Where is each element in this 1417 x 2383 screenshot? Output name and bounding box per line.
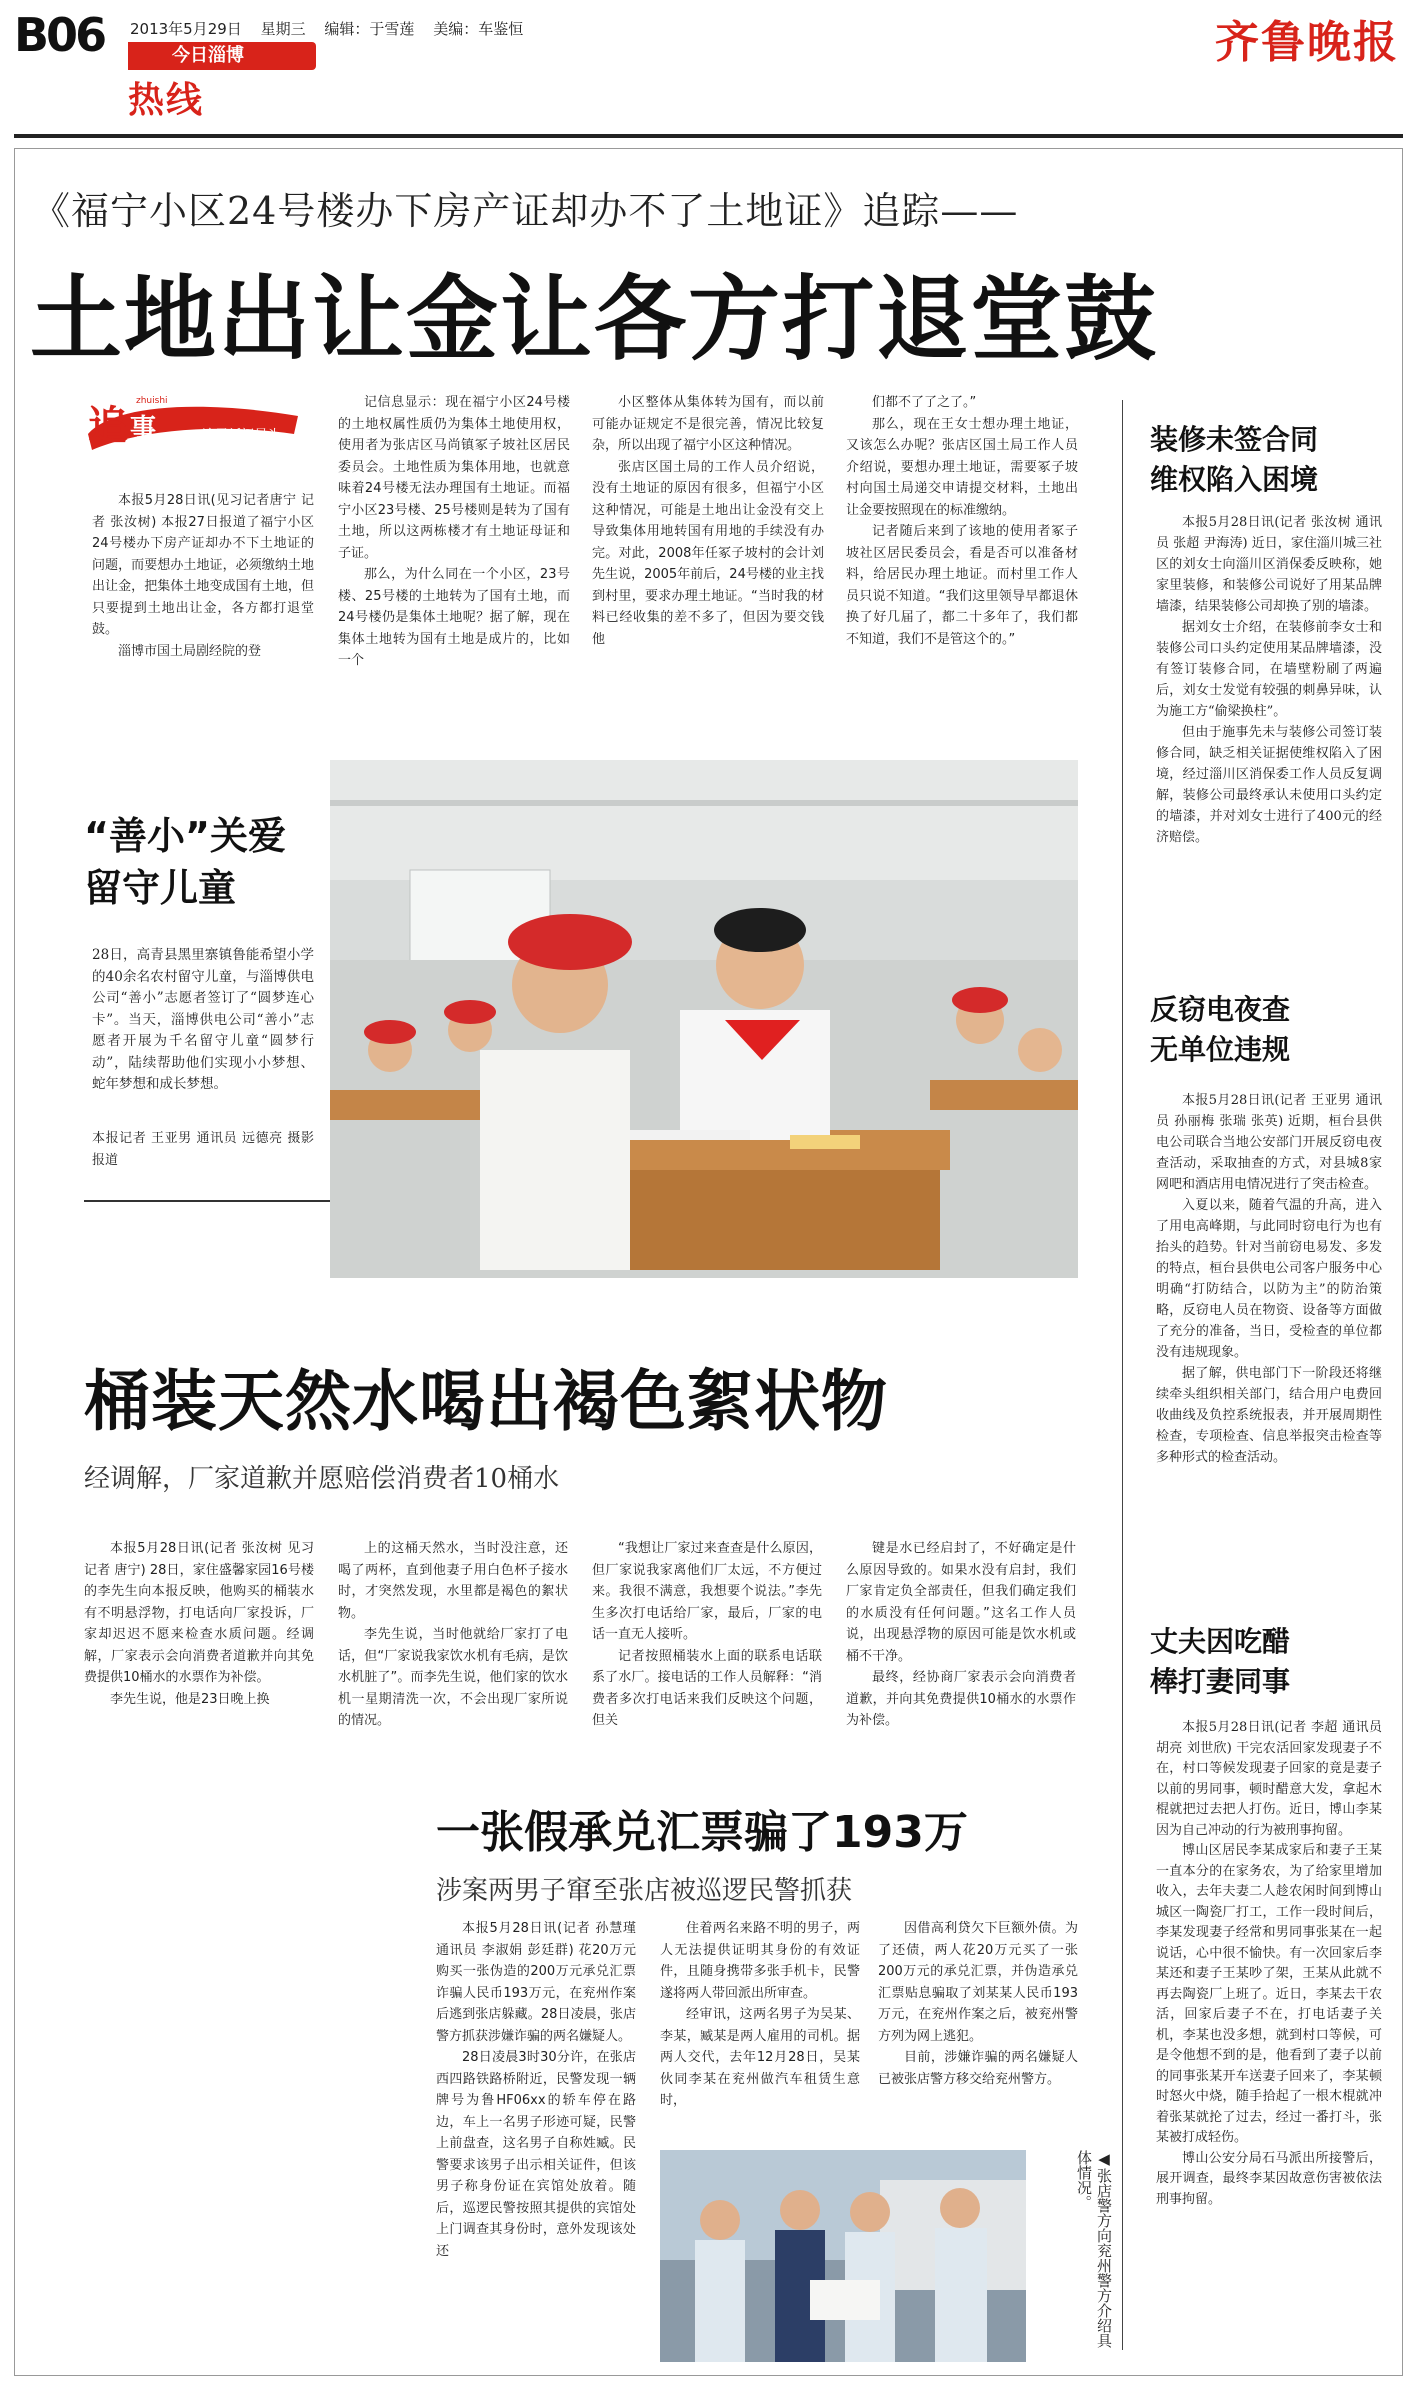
- classroom-photo: [330, 760, 1078, 1278]
- paragraph: 记者按照桶装水上面的联系电话联系了水厂。接电话的工作人员解释：“消费者多次打电话来我们反映这个问题，但关: [592, 1648, 822, 1728]
- right-story-1-body: [1156, 512, 1382, 972]
- right-story-3-title-line-2: 棒打妻同事: [1150, 1665, 1291, 1698]
- paragraph: 记信息显示：现在福宁小区24号楼的土地权属性质仍为集体土地使用权，使用者为张店区马尚镇冢子坡社区居民委员会。土地性质为集体用地，也就意味着24号楼无法办理国有土地证。而福宁小区23号楼、25号楼则是转为了国有土地，所以这两栋楼才有土地证母证和子证。: [338, 395, 570, 561]
- paragraph: 最终，经协商厂家表示会向消费者道歉，并向其免费提供10桶水的水票作为补偿。: [846, 1670, 1076, 1728]
- designer-credit: 美编：车鉴恒: [433, 20, 524, 38]
- fraud-col-1: [436, 1918, 636, 2358]
- fraud-col-2: [660, 1918, 860, 2138]
- fraud-subhead: 涉案两男子窜至张店被巡逻民警抓获: [436, 1876, 853, 1906]
- caring-title-line-1: “善小”关爱: [84, 814, 286, 858]
- water-col-2: [338, 1538, 568, 1758]
- right-story-1: [1150, 420, 1390, 500]
- paragraph: 本报5月28日讯(见习记者唐宁 记者 张汝树) 本报27日报道了福宁小区24号楼办下房产证却办不下土地证的问题，而要想办土地证，必须缴纳土地出让金，把集体土地变成国有土地，但只要提到土地出让金，各方都打退堂鼓。: [92, 493, 314, 637]
- header-info: [130, 18, 537, 39]
- issue-weekday: 星期三: [260, 20, 306, 38]
- issue-date: 2013年5月29日: [130, 20, 242, 38]
- water-col-4: [846, 1538, 1076, 1758]
- editor-credit: 编辑：于雪莲: [324, 20, 415, 38]
- lead-col-3: [592, 392, 824, 692]
- right-story-2-title-line-1: 反窃电夜查: [1150, 993, 1291, 1026]
- paragraph: 张店区国土局的工作人员介绍说，没有土地证的原因有很多，但福宁小区这种情况，可能是土地出让金没有交上导致集体用地转国有用地的手续没有办完。对此，2008年任冢子坡村的会计刘先生说，2005年前后，24号楼的业主找到村里，要求办理土地证。“当时我的材料已经收集的差不多了，但因为要交钱他: [592, 459, 824, 647]
- zhuishi-logo-big: 追: [88, 402, 128, 449]
- right-story-2-title-line-2: 无单位违规: [1150, 1033, 1291, 1066]
- column-divider: [1122, 400, 1123, 2350]
- right-story-2-body: [1156, 1090, 1382, 1600]
- water-col-3: [592, 1538, 822, 1758]
- paragraph: 本报5月28日讯(记者 王亚男 通讯员 孙丽梅 张瑞 张英) 近期，桓台县供电公司联合当地公安部门开展反窃电夜查活动，采取抽查的方式，对县城8家网吧和酒店用电情况进行了突击检查。: [1156, 1093, 1382, 1192]
- right-story-3: [1150, 1622, 1390, 1702]
- right-story-2: [1150, 990, 1390, 1070]
- paragraph: 目前，涉嫌诈骗的两名嫌疑人已被张店警方移交给兖州警方。: [878, 2050, 1078, 2087]
- right-story-3-body: [1156, 1718, 1382, 2368]
- caring-title-line-2: 留守儿童: [84, 866, 237, 910]
- paragraph: 那么，为什么同在一个小区，23号楼、25号楼的土地转为了国有土地，而24号楼仍是集体土地呢？据了解，现在集体土地转为国有土地是成片的，比如一个: [338, 567, 570, 668]
- paragraph: 那么，现在王女士想办理土地证，又该怎么办呢？张店区国土局工作人员介绍说，要想办理土地证，需要冢子坡村向国土局递交申请提交材料，土地出让金要按照现在的标准缴纳。: [846, 416, 1078, 518]
- paragraph: 博山区居民李某成家后和妻子王某一直本分的在家务农，为了给家里增加收入，去年夫妻二人趁农闲时间到博山城区一陶瓷厂打工，工作一段时间后，李某发现妻子经常和男同事张某在一起说话，心中很不愉快。有一次回家后李某还和妻子王某吵了架，王某从此就不再去陶瓷厂上班了。近日，李某去干农活，回家后妻子不在，打电话妻子关机，李某也没多想，就到村口等候，可是令他想不到的是，他看到了妻子以前的同事张某开车送妻子回来了，李某顿时怒火中烧，随手拾起了一根木棍就冲着张某就抡了过去，经过一番打斗，张某被打成轻伤。: [1156, 1843, 1382, 2145]
- paragraph: 28日凌晨3时30分许，在张店西四路铁路桥附近，民警发现一辆牌号为鲁HF06xx的轿车停在路边，车上一名男子形迹可疑，民警上前盘查，这名男子自称姓臧。民警要求该男子出示相关证件，但该男子称身份证在宾馆处放着。随后，巡逻民警按照其提供的宾馆处上门调查其身份时，意外发现该处还: [436, 2050, 636, 2259]
- paragraph: 据了解，供电部门下一阶段还将继续牵头组织相关部门，结合用户电费回收曲线及负控系统报表，并开展周期性检查，专项检查、信息举报突击检查等多种形式的检查活动。: [1156, 1366, 1382, 1465]
- classroom-photo-image: [330, 760, 1078, 1278]
- section-title: 热线: [128, 80, 205, 121]
- lead-col-1: [92, 490, 314, 705]
- paragraph: 本报5月28日讯(记者 张汝树 通讯员 张超 尹海涛) 近日，家住淄川城三社区的刘女士向淄川区消保委反映称，她家里装修，和装修公司说好了用某品牌墙漆，结果装修公司却换了别的墙漆。: [1156, 515, 1382, 614]
- paragraph: 淄博市国土局剧经院的登: [118, 643, 262, 659]
- newspaper-logo: 齐鲁晚报: [1215, 17, 1399, 68]
- zhuishi-logo-sub: 追寻新闻尽头: [202, 428, 281, 443]
- police-photo-image: [660, 2150, 1026, 2362]
- paragraph: 但由于施事先未与装修公司签订装修合同，缺乏相关证据使维权陷入了困境，经过淄川区消保委工作人员反复调解，装修公司最终承认未使用口头约定的墙漆，并对刘女士进行了400元的经济赔偿。: [1156, 725, 1382, 845]
- lead-kicker: 《福宁小区24号楼办下房产证却办不了土地证》追踪——: [32, 189, 1019, 233]
- zhuishi-logo-pinyin: zhuishi: [136, 396, 168, 406]
- paragraph: 键是水已经启封了，不好确定是什么原因导致的。如果水没有启封，我们厂家肯定负全部责任，但我们确定我们的水质没有任何问题。”这名工作人员说，出现悬浮物的原因可能是饮水机或桶不干净。: [846, 1541, 1076, 1664]
- paragraph: 博山公安分局石马派出所接警后，展开调查，最终李某因故意伤害被依法刑事拘留。: [1156, 2150, 1382, 2207]
- right-story-1-title-line-2: 维权陷入困境: [1150, 463, 1319, 496]
- paragraph: 本报5月28日讯(记者 张汝树 见习记者 唐宁) 28日，家住盛馨家园16号楼的李先生向本报反映，他购买的桶装水有不明悬浮物，打电话向厂家投诉，厂家却迟迟不愿来检查水质问题。经调解，厂家表示会向消费者道歉并向其免费提供10桶水的水票作为补偿。: [84, 1541, 314, 1685]
- paragraph: 因借高利贷欠下巨额外债。为了还债，两人花20万元买了一张200万元的承兑汇票，并伪造承兑汇票贴息骗取了刘某某人民币193万元，在兖州作案之后，被兖州警方列为网上逃犯。: [878, 1921, 1078, 2044]
- paragraph: “我想让厂家过来查查是什么原因，但厂家说我家离他们厂太远，不方便过来。我很不满意，我想要个说法。”李先生多次打电话给厂家，最后，厂家的电话一直无人接听。: [592, 1541, 822, 1642]
- paragraph: 小区整体从集体转为国有，而以前可能办证规定不是很完善，情况比较复杂，所以出现了福宁小区这种情况。: [592, 395, 824, 453]
- caring-rule: [84, 1200, 332, 1202]
- fraud-col-3: [878, 1918, 1078, 2138]
- paragraph: 们都不了了之了。”: [872, 395, 977, 410]
- water-subhead: 经调解，厂家道歉并愿赔偿消费者10桶水: [84, 1464, 560, 1494]
- paragraph: 本报5月28日讯(记者 孙慧瑾 通讯员 李淑娟 彭廷群) 花20万元购买一张伪造的200万元承兑汇票诈骗人民币193万元，在兖州作案后逃到张店躲藏。28日凌晨，张店警方抓获涉嫌诈骗的两名嫌疑人。: [436, 1921, 636, 2044]
- right-story-1-title-line-1: 装修未签合同: [1150, 423, 1319, 456]
- paragraph: 经审讯，这两名男子为吴某、李某，臧某是两人雇用的司机。据两人交代，去年12月28日，吴某伙同李某在兖州做汽车租赁生意时，: [660, 2007, 860, 2108]
- caring-body: 28日，高青县黑里寨镇鲁能希望小学的40余名农村留守儿童，与淄博供电公司“善小”志愿者签订了“圆梦连心卡”。当天，淄博供电公司“善小”志愿者开展为千名留守儿童“圆梦行动”，陆续帮助他们实现小小梦想、蛇年梦想和成长梦想。: [92, 947, 314, 1092]
- police-photo: [660, 2150, 1026, 2362]
- caring-title: [84, 810, 286, 914]
- paragraph: 本报5月28日讯(记者 李超 通讯员 胡亮 刘世欣) 干完农活回家发现妻子不在，村口等候发现妻子回家的竟是妻子以前的男同事，顿时醋意大发，拿起木棍就把过去把人打伤。近日，博山李某因为自己冲动的行为被刑事拘留。: [1156, 1720, 1382, 1838]
- lead-col-4: [846, 392, 1078, 692]
- water-col-1: [84, 1538, 314, 1758]
- page-number: B06: [14, 8, 105, 62]
- header-rule: [14, 134, 1403, 138]
- paragraph: 据刘女士介绍，在装修前李女士和装修公司口头约定使用某品牌墙漆，没有签订装修合同，在墙壁粉刷了两遍后，刘女士发觉有较强的刺鼻异味，认为施工方“偷梁换柱”。: [1156, 620, 1382, 719]
- fraud-headline: 一张假承兑汇票骗了193万: [436, 1807, 968, 1858]
- paragraph: 入夏以来，随着气温的升高，进入了用电高峰期，与此同时窃电行为也有抬头的趋势。针对当前窃电易发、多发的特点，桓台县供电公司客户服务中心明确“打防结合，以防为主”的防治策略，反窃电人员在物资、设备等方面做了充分的准备，当日，受检查的单位都没有违规现象。: [1156, 1198, 1382, 1360]
- police-photo-caption: ◀张店警方向兖州警方介绍具体情况。: [1075, 2150, 1113, 2348]
- right-story-3-title-line-1: 丈夫因吃醋: [1150, 1625, 1291, 1658]
- caring-byline: 本报记者 王亚男 通讯员 远德亮 摄影报道: [92, 1131, 314, 1168]
- zhuishi-logo-small: 事: [130, 414, 157, 444]
- paragraph: 上的这桶天然水，当时没注意，还喝了两杯，直到他妻子用白色杯子接水时，才突然发现，水里都是褐色的絮状物。: [338, 1541, 568, 1621]
- lead-headline: 土地出让金让各方打退堂鼓: [30, 266, 1159, 373]
- zhuishi-logo: [84, 394, 304, 458]
- paragraph: 李先生说，他是23日晚上换: [110, 1691, 270, 1707]
- lead-col-2: [338, 392, 570, 692]
- water-headline: 桶装天然水喝出褐色絮状物: [84, 1363, 888, 1440]
- paragraph: 李先生说，当时他就给厂家打了电话，但“厂家说我家饮水机有毛病，是饮水机脏了”。而李先生说，他们家的饮水机一星期清洗一次，不会出现厂家所说的情况。: [338, 1627, 568, 1728]
- paragraph: 记者随后来到了该地的使用者冢子坡社区居民委员会，看是否可以准备材料，给居民办理土地证。而村里工作人员只说不知道。“我们这里领导早都退休换了好几届了，都二十多年了，我们都不知道，我们不是管这个的。”: [846, 524, 1078, 647]
- paragraph: 住着两名来路不明的男子，两人无法提供证明其身份的有效证件，且随身携带多张手机卡，民警遂将两人带回派出所审查。: [660, 1921, 860, 2001]
- section-tab: 今日淄博: [128, 42, 316, 70]
